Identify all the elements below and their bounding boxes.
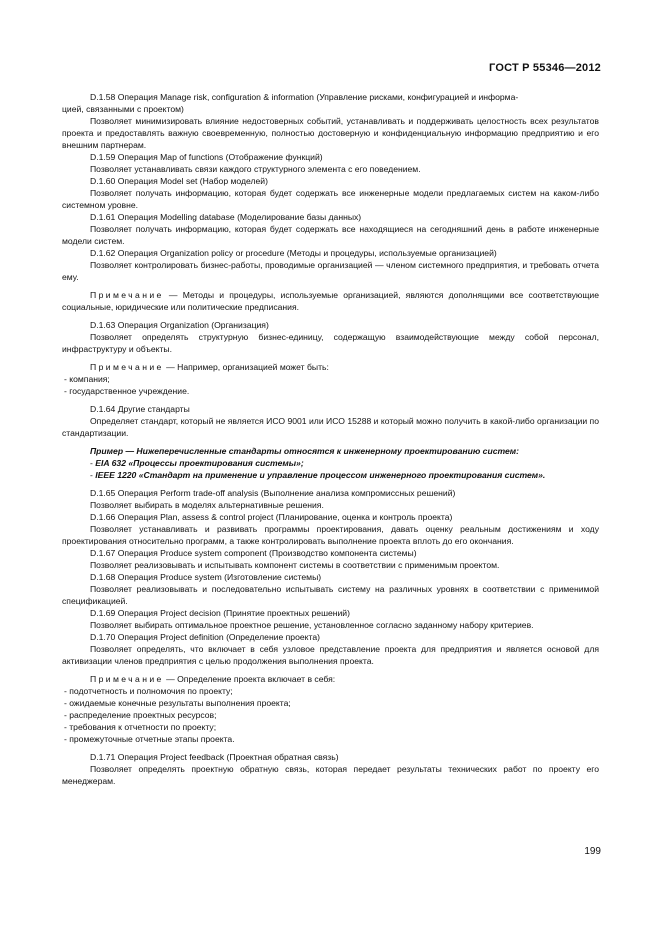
paragraph: Позволяет получать информацию, которая будет содержать все инженерные модели предлагаемых систем на каком-либо системном уровне.: [62, 188, 599, 210]
example-item-bullet: -: [90, 470, 96, 480]
note-text: — Определение проекта включает в себя:: [163, 674, 336, 684]
document-body: [62, 91, 599, 787]
paragraph: D.1.64 Другие стандарты: [90, 404, 190, 414]
paragraph: Позволяет реализовывать и испытывать компонент системы в соответствии с применимым проектом.: [90, 560, 500, 570]
note-text: — Методы и процедуры, используемые организацией, являются дополнящими все соответствующие социальные, юридические или политические предписания.: [62, 290, 599, 312]
paragraph: D.1.61 Операция Modelling database (Моделирование базы данных): [90, 212, 362, 222]
example-item-bullet: -: [90, 458, 96, 468]
paragraph: Позволяет устанавливать связи каждого структурного элемента с его поведением.: [90, 164, 421, 174]
paragraph: Позволяет определять, что включает в себя узловое представление проекта для предприятия и является основой для активизации членов предприятия с целью продолжения выполнения проекта.: [62, 644, 599, 666]
paragraph: D.1.67 Операция Produce system component (Производство компонента системы): [90, 548, 417, 558]
list-item: - компания;: [64, 374, 110, 384]
paragraph: Позволяет выбирать в моделях альтернативные решения.: [90, 500, 324, 510]
paragraph: D.1.68 Операция Produce system (Изготовление системы): [90, 572, 322, 582]
note-label: Примечание: [90, 674, 164, 684]
note-label: Примечание: [90, 290, 164, 300]
paragraph: Позволяет минимизировать влияние недостоверных событий, устанавливать и поддерживать целостность всех результатов проекта и предоставлять важную своевременную, полностью достоверную и конфиденциальную информацию предприятию и его внешним партнерам.: [62, 116, 599, 150]
example-heading: Пример — Нижеперечисленные стандарты относятся к инженерному проектированию систем:: [90, 446, 520, 456]
example-item: [62, 469, 599, 481]
paragraph: D.1.65 Операция Perform trade-off analysis (Выполнение анализа компромиссных решений): [90, 488, 456, 498]
paragraph: D.1.66 Операция Plan, assess & control project (Планирование, оценка и контроль проекта): [90, 512, 453, 522]
note-text: — Например, организацией может быть:: [163, 362, 329, 372]
paragraph: Позволяет выбирать оптимальное проектное решение, установленное согласно заданному набору критериев.: [90, 620, 534, 630]
example-item-text: IEEE 1220 «Стандарт на применение и управление процессом инженерного проектирования систем».: [95, 470, 546, 480]
paragraph: Позволяет контролировать бизнес-работы, проводимые организацией — членом системного предприятия, и требовать отчета ему.: [62, 260, 599, 282]
paragraph: D.1.71 Операция Project feedback (Проектная обратная связь): [90, 752, 339, 762]
list-item: - требования к отчетности по проекту;: [64, 722, 217, 732]
example-item-text: EIA 632 «Процессы проектирования системы»;: [95, 458, 304, 468]
note: [62, 673, 599, 685]
paragraph: Позволяет устанавливать и развивать программы проектирования, давать оценку реальным достижениям и ходу проектирования относительно программ, а также контролировать выполнение проекта вплоть до его окончания.: [62, 524, 599, 546]
paragraph: Позволяет получать информацию, которая будет содержать все находящиеся на сегодняшний день в работе инженерные модели систем.: [62, 224, 599, 246]
paragraph: D.1.58 Операция Manage risk, configuration & information (Управление рисками, конфигурацией и информа-: [90, 92, 519, 102]
list-item: - государственное учреждение.: [64, 386, 190, 396]
paragraph: Определяет стандарт, который не является ИСО 9001 или ИСО 15288 и который можно получить в какой-либо организации по стандартизации.: [62, 416, 599, 438]
document-code: ГОСТ Р 55346—2012: [489, 62, 601, 74]
list-item: - промежуточные отчетные этапы проекта.: [64, 734, 235, 744]
paragraph: Позволяет реализовывать и последовательно испытывать систему на различных уровнях в соответствии с применимой спецификацией.: [62, 584, 599, 606]
list-item: - подотчетность и полномочия по проекту;: [64, 686, 233, 696]
list-item: - ожидаемые конечные результаты выполнения проекта;: [64, 698, 291, 708]
note: [62, 289, 599, 313]
note: [62, 361, 599, 373]
paragraph: Позволяет определять проектную обратную связь, которая передает результаты технических работ по проекту его менеджерам.: [62, 764, 599, 786]
paragraph: D.1.63 Операция Organization (Организация): [90, 320, 269, 330]
page-number: 199: [584, 846, 601, 857]
paragraph: D.1.60 Операция Model set (Набор моделей): [90, 176, 268, 186]
paragraph: D.1.70 Операция Project definition (Определение проекта): [90, 632, 320, 642]
paragraph: Позволяет определять структурную бизнес-единицу, содержащую взаимодействующие между собой персонал, инфраструктуру и объекты.: [62, 332, 599, 354]
example-item: [62, 457, 599, 469]
paragraph-continuation: цией, связанными с проектом): [62, 104, 184, 114]
paragraph: D.1.62 Операция Organization policy or procedure (Методы и процедуры, используемые организацией): [90, 248, 497, 258]
paragraph: D.1.69 Операция Project decision (Принятие проектных решений): [90, 608, 350, 618]
list-item: - распределение проектных ресурсов;: [64, 710, 217, 720]
paragraph: D.1.59 Операция Map of functions (Отображение функций): [90, 152, 323, 162]
note-label: Примечание: [90, 362, 164, 372]
